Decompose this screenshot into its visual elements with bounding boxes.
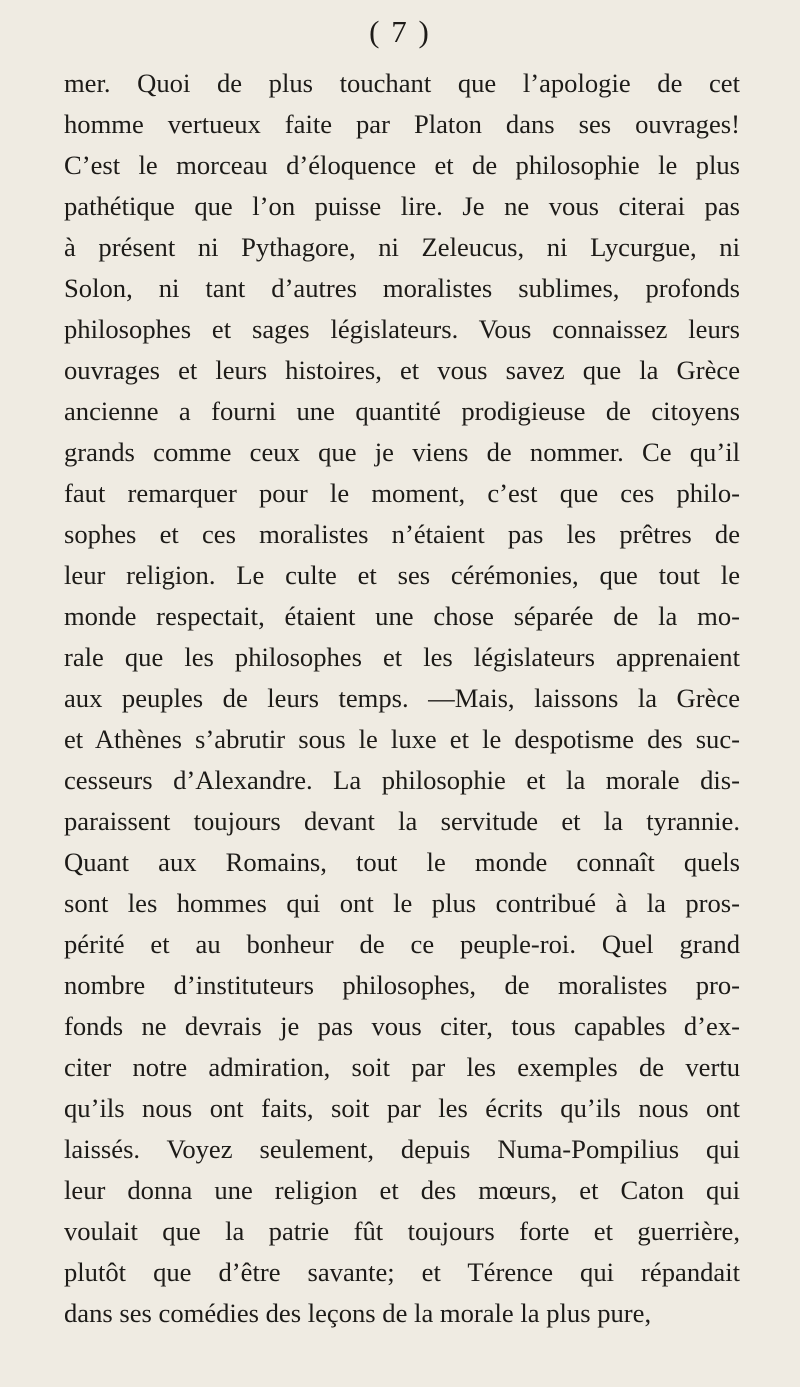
- text-line: fonds ne devrais je pas vous citer, tous capables d’ex-: [64, 1011, 740, 1041]
- text-line: périté et au bonheur de ce peuple-roi. Quel grand: [64, 929, 740, 959]
- text-line: rale que les philosophes et les législateurs apprenaient: [64, 642, 740, 672]
- text-line: grands comme ceux que je viens de nommer. Ce qu’il: [64, 437, 740, 467]
- text-line: mer. Quoi de plus touchant que l’apologie de cet: [64, 68, 740, 98]
- text-line: plutôt que d’être savante; et Térence qui répandait: [64, 1257, 740, 1287]
- text-line: sophes et ces moralistes n’étaient pas les prêtres de: [64, 519, 740, 549]
- text-line: pathétique que l’on puisse lire. Je ne vous citerai pas: [64, 191, 740, 221]
- page-number: ( 7 ): [369, 14, 431, 49]
- text-line: laissés. Voyez seulement, depuis Numa-Pompilius qui: [64, 1134, 740, 1164]
- text-line: paraissent toujours devant la servitude et la tyrannie.: [64, 806, 740, 836]
- text-line: qu’ils nous ont faits, soit par les écrits qu’ils nous ont: [64, 1093, 740, 1123]
- text-line: ancienne a fourni une quantité prodigieuse de citoyens: [64, 396, 740, 426]
- text-line: aux peuples de leurs temps. —Mais, laissons la Grèce: [64, 683, 740, 713]
- text-line: ouvrages et leurs histoires, et vous savez que la Grèce: [64, 355, 740, 385]
- text-line: faut remarquer pour le moment, c’est que ces philo-: [64, 478, 740, 508]
- text-line: citer notre admiration, soit par les exemples de vertu: [64, 1052, 740, 1082]
- text-line: Quant aux Romains, tout le monde connaît quels: [64, 847, 740, 877]
- text-line: leur religion. Le culte et ses cérémonies, que tout le: [64, 560, 740, 590]
- text-line: nombre d’instituteurs philosophes, de moralistes pro-: [64, 970, 740, 1000]
- text-line: leur donna une religion et des mœurs, et Caton qui: [64, 1175, 740, 1205]
- text-line: sont les hommes qui ont le plus contribué à la pros-: [64, 888, 740, 918]
- text-line: Solon, ni tant d’autres moralistes sublimes, profonds: [64, 273, 740, 303]
- text-line: dans ses comédies des leçons de la morale la plus pure,: [64, 1298, 652, 1328]
- text-line: à présent ni Pythagore, ni Zeleucus, ni Lycurgue, ni: [64, 232, 740, 262]
- text-line: monde respectait, étaient une chose séparée de la mo-: [64, 601, 740, 631]
- text-line: voulait que la patrie fût toujours forte et guerrière,: [64, 1216, 740, 1246]
- text-line: homme vertueux faite par Platon dans ses ouvrages!: [64, 109, 740, 139]
- body-text: [64, 63, 740, 1334]
- text-line: et Athènes s’abrutir sous le luxe et le despotisme des suc-: [64, 724, 740, 754]
- text-line: cesseurs d’Alexandre. La philosophie et la morale dis-: [64, 765, 740, 795]
- text-line: philosophes et sages législateurs. Vous connaissez leurs: [64, 314, 740, 344]
- text-line: C’est le morceau d’éloquence et de philosophie le plus: [64, 150, 740, 180]
